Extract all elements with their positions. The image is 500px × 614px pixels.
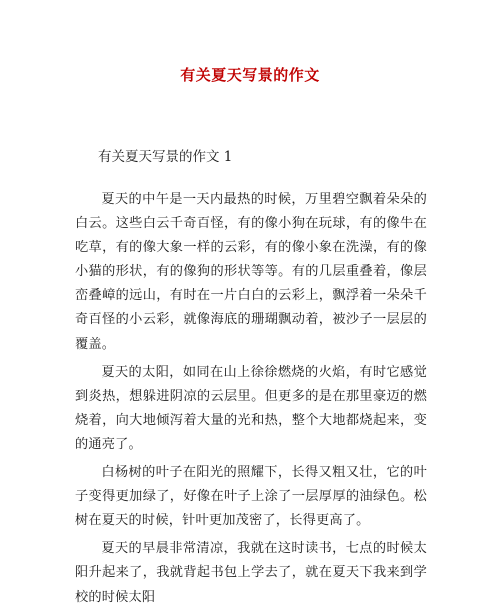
paragraph: 夏天的太阳，如同在山上徐徐燃烧的火焰，有时它感觉到炎热，想躲进阴凉的云层里。但更多的是在那里豪迈的燃烧着，向大地倾泻着大量的光和热，整个大地都烧起来，变的通亮了。 <box>75 364 427 452</box>
paragraph: 夏天的早晨非常清凉，我就在这时读书，七点的时候太阳升起来了，我就背起书包上学去了，就在夏天下我来到学校的时候太阳 <box>75 541 427 605</box>
essay-body <box>75 188 427 614</box>
essay-heading: 有关夏天写景的作文 1 <box>98 149 233 165</box>
paragraph: 白杨树的叶子在阳光的照耀下，长得又粗又壮，它的叶子变得更加绿了，好像在叶子上涂了一层厚厚的油绿色。松树在夏天的时候，针叶更加茂密了，长得更高了。 <box>75 465 427 529</box>
paragraph: 夏天的中午是一天内最热的时候，万里碧空飘着朵朵的白云。这些白云千奇百怪，有的像小狗在玩球，有的像牛在吃草，有的像大象一样的云彩，有的像小象在洗澡，有的像小猫的形状，有的像狗的形状等等。有的几层重叠着，像层峦叠嶂的远山，有时在一片白白的云彩上，飘浮着一朵朵千奇百怪的小云彩，就像海底的珊瑚飘动着，被沙子一层层的覆盖。 <box>75 192 427 352</box>
document-title: 有关夏天写景的作文 <box>180 66 320 84</box>
